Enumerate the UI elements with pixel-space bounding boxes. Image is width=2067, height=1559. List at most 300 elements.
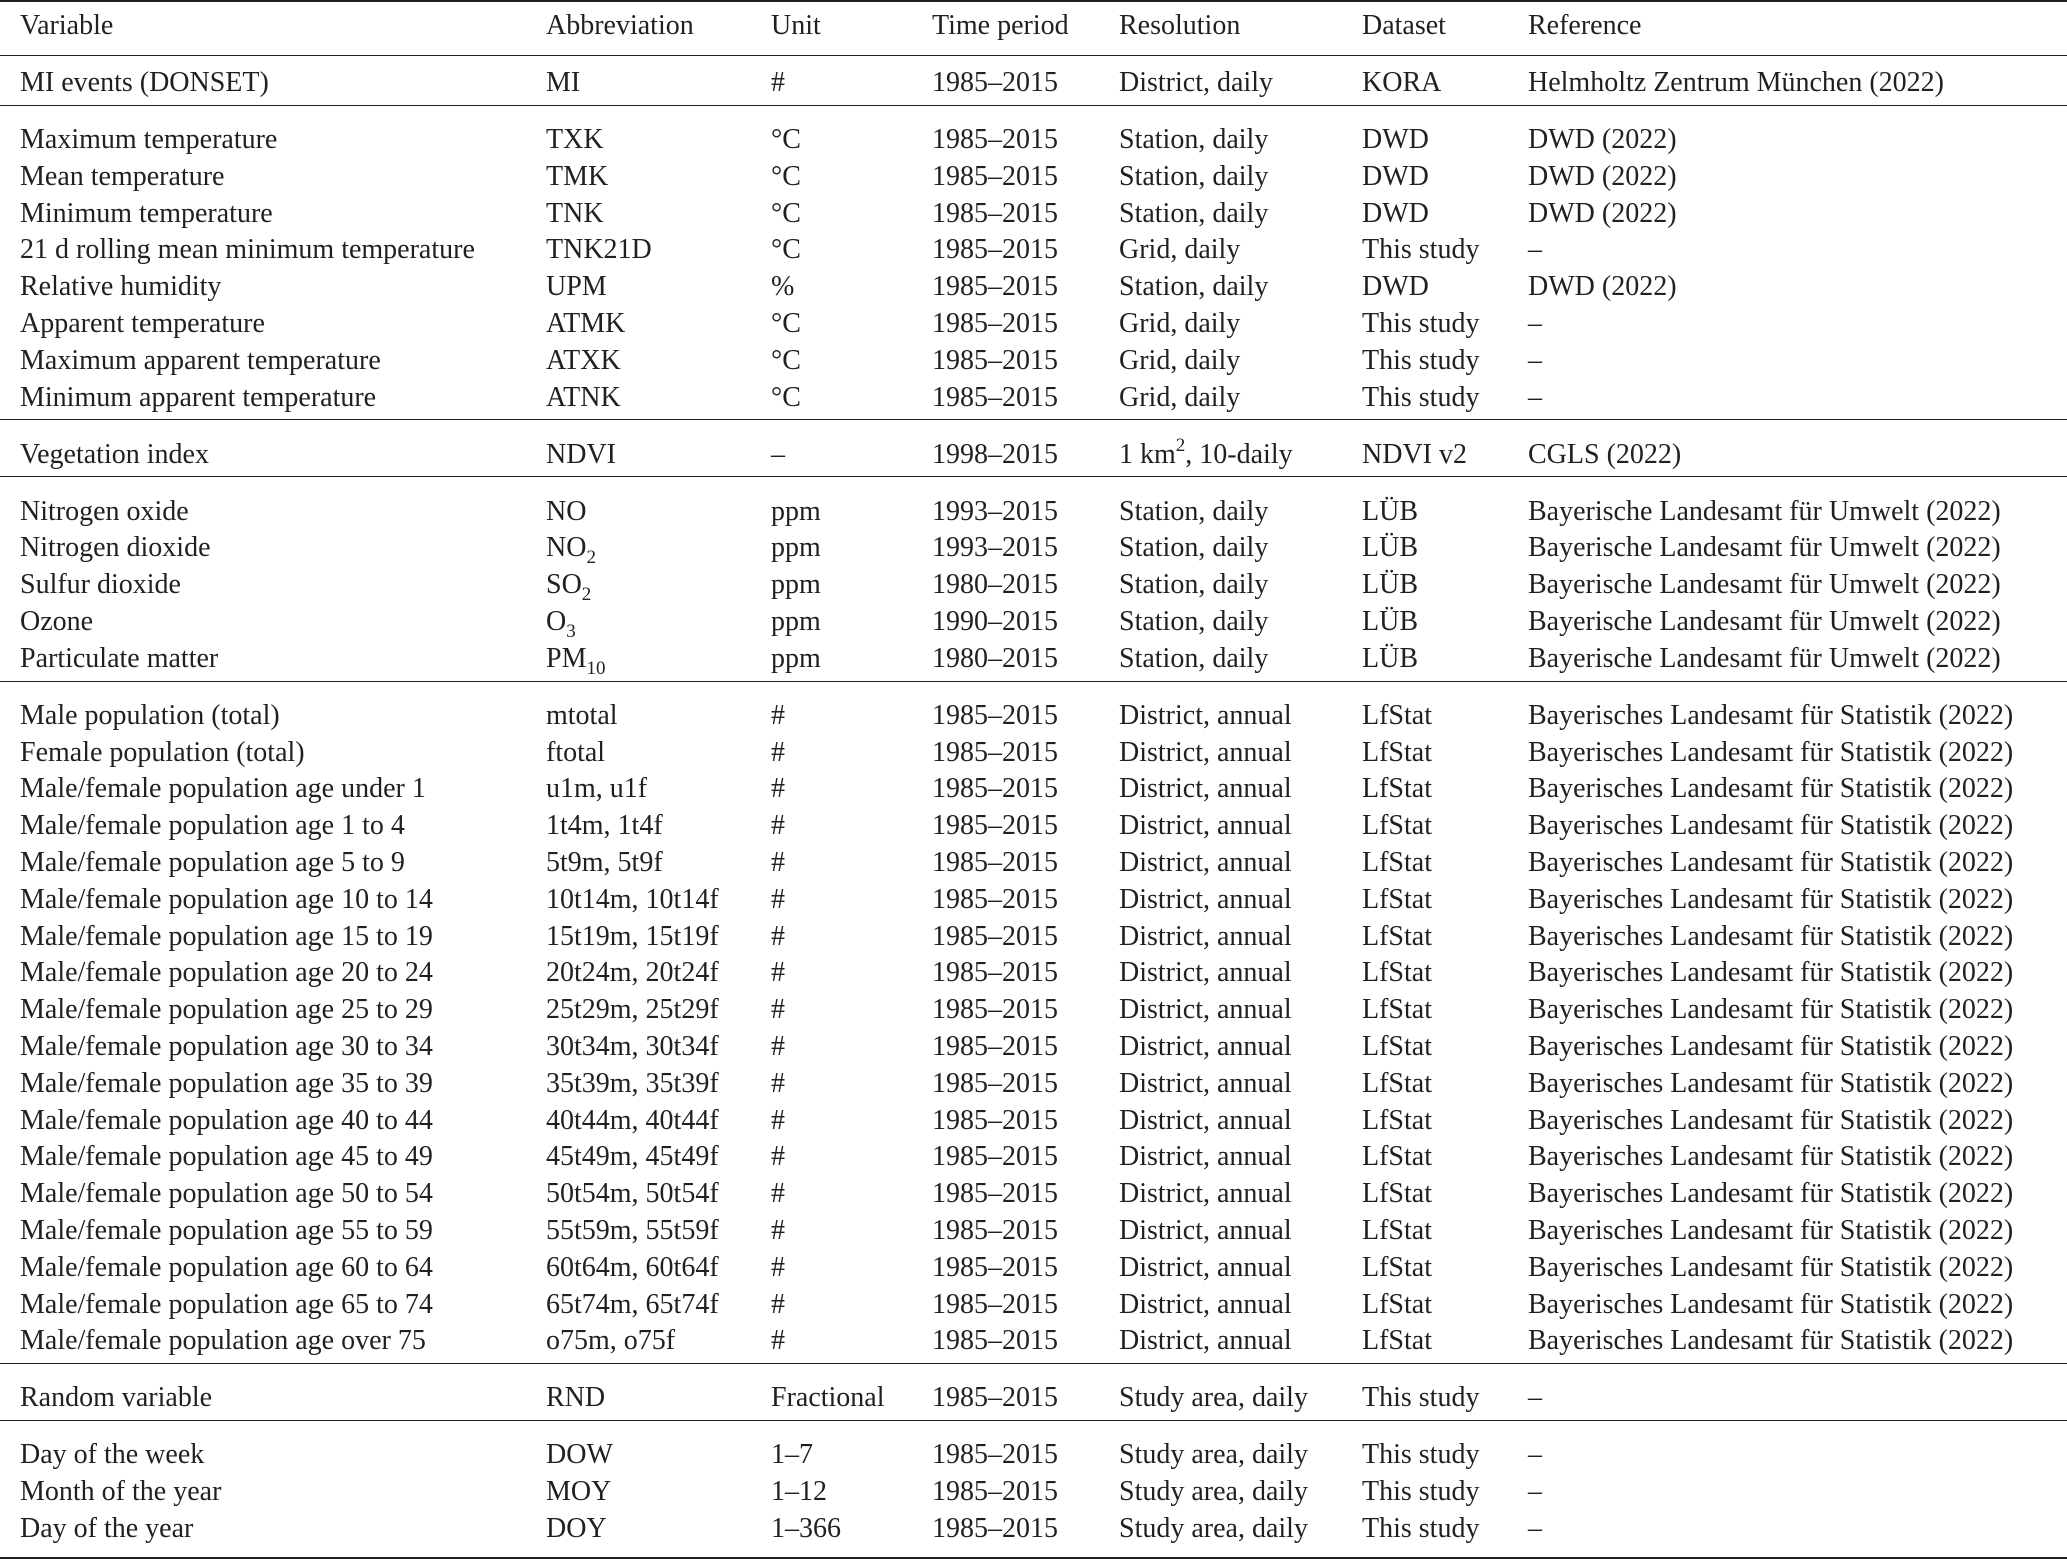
reference-cell: – [1528,234,1542,266]
abbreviation-cell: 5t9m, 5t9f [546,847,663,878]
table-row [0,380,2067,417]
reference-cell: – [1528,344,1542,376]
unit-cell: ppm [771,532,821,564]
group-separator-rule [0,1363,2067,1364]
variable-cell: Particulate matter [20,642,219,674]
resolution-cell: Study area, daily [1119,1513,1308,1544]
table-row [0,65,2067,102]
variable-cell: Random variable [20,1382,213,1414]
table-row [0,567,2067,604]
time-period-cell: 1985–2015 [932,160,1058,192]
abbreviation-cell: ftotal [546,736,606,768]
time-period-cell: 1985–2015 [932,847,1058,878]
time-period-cell: 1980–2015 [932,642,1058,674]
unit-cell: ppm [771,606,821,637]
abbreviation-cell: 35t39m, 35t39f [546,1067,719,1099]
subscript: 2 [581,584,592,606]
abbreviation-cell-text: O [546,606,567,637]
unit-cell: # [771,67,785,98]
variable-cell: Mean temperature [20,160,225,192]
header-abbreviation: Abbreviation [546,10,694,41]
unit-cell: # [771,1141,785,1173]
abbreviation-cell: ATNK [546,381,621,413]
abbreviation-cell: NO [546,495,587,527]
variable-cell: Male/female population age 1 to 4 [20,810,405,842]
unit-cell: # [771,1104,785,1136]
group-separator-rule [0,476,2067,477]
abbreviation-cell: RND [546,1382,606,1414]
unit-cell: °C [771,124,801,155]
dataset-cell: LfStat [1362,1251,1432,1283]
reference-cell: Bayerische Landesamt für Umwelt (2022) [1528,606,2001,637]
table-row [0,1103,2067,1140]
reference-cell: Bayerisches Landesamt für Statistik (2022) [1528,1215,2014,1246]
variable-cell: Male population (total) [20,699,280,731]
dataset-cell: LfStat [1362,1104,1432,1136]
dataset-cell: This study [1362,1382,1480,1414]
header-time-period: Time period [932,10,1069,41]
resolution-cell: District, annual [1119,699,1292,731]
dataset-cell: LfStat [1362,773,1432,805]
unit-cell: # [771,957,785,989]
unit-cell: °C [771,197,801,229]
resolution-cell: District, daily [1119,67,1273,98]
abbreviation-cell: 25t29m, 25t29f [546,994,719,1026]
time-period-cell: 1985–2015 [932,344,1058,376]
dataset-cell: LfStat [1362,920,1432,952]
unit-cell: ppm [771,569,821,601]
reference-cell: Bayerisches Landesamt für Statistik (2022) [1528,1067,2014,1099]
unit-cell: °C [771,234,801,266]
table-row [0,1176,2067,1213]
header-resolution: Resolution [1119,10,1241,41]
table-row [0,955,2067,992]
time-period-cell: 1985–2015 [932,736,1058,768]
dataset-cell: LÜB [1362,495,1418,527]
dataset-cell: LfStat [1362,1067,1432,1099]
abbreviation-cell: 15t19m, 15t19f [546,920,719,952]
dataset-cell: LÜB [1362,606,1418,637]
variable-cell: Male/female population age 40 to 44 [20,1104,433,1136]
resolution-cell: Station, daily [1119,569,1269,601]
header-unit: Unit [771,10,821,41]
reference-cell: – [1528,1513,1542,1544]
header-variable: Variable [20,10,114,41]
time-period-cell: 1985–2015 [932,920,1058,952]
unit-cell: # [771,736,785,768]
unit-cell: # [771,994,785,1026]
unit-cell: ppm [771,495,821,527]
resolution-cell: Station, daily [1119,124,1269,155]
group-separator-rule [0,1420,2067,1421]
abbreviation-cell: 55t59m, 55t59f [546,1215,719,1246]
abbreviation-cell: 45t49m, 45t49f [546,1141,719,1173]
resolution-cell: Study area, daily [1119,1476,1308,1508]
resolution-cell: District, annual [1119,736,1292,768]
unit-cell: °C [771,344,801,376]
dataset-cell: LfStat [1362,994,1432,1026]
reference-cell: Bayerisches Landesamt für Statistik (2022) [1528,699,2014,731]
variable-cell: Day of the year [20,1513,194,1544]
time-period-cell: 1985–2015 [932,1141,1058,1173]
dataset-cell: This study [1362,1439,1480,1471]
resolution-cell: District, annual [1119,920,1292,952]
table-row [0,1511,2067,1548]
table-row [0,1213,2067,1250]
unit-cell: # [771,847,785,878]
table-row [0,196,2067,233]
unit-cell: # [771,1325,785,1357]
abbreviation-cell: ATMK [546,308,626,339]
variable-cell: Male/female population age under 1 [20,773,426,805]
abbreviation-cell: TNK [546,197,604,229]
reference-cell: Bayerische Landesamt für Umwelt (2022) [1528,569,2001,601]
variable-cell: Maximum apparent temperature [20,344,381,376]
variable-cell: Maximum temperature [20,124,278,155]
time-period-cell: 1985–2015 [932,1104,1058,1136]
unit-cell: # [771,1288,785,1320]
subscript: 2 [586,547,596,569]
table-row [0,1437,2067,1474]
dataset-cell: LfStat [1362,699,1432,731]
resolution-cell: Station, daily [1119,495,1269,527]
abbreviation-cell: 60t64m, 60t64f [546,1251,719,1283]
variable-cell: Male/female population age 15 to 19 [20,920,433,952]
abbreviation-cell [546,567,591,604]
abbreviation-cell-text: SO [546,569,582,601]
unit-cell: # [771,699,785,731]
time-period-cell: 1985–2015 [932,197,1058,229]
unit-cell: # [771,773,785,805]
variable-cell: Minimum apparent temperature [20,381,377,413]
variable-cell: Day of the week [20,1439,205,1471]
resolution-cell: Station, daily [1119,271,1269,303]
time-period-cell: 1985–2015 [932,67,1058,98]
reference-cell: Helmholtz Zentrum München (2022) [1528,67,1945,98]
table-row [0,306,2067,343]
subscript: 3 [566,621,576,642]
abbreviation-cell: 20t24m, 20t24f [546,957,719,989]
abbreviation-cell [546,604,576,641]
table-row [0,1139,2067,1176]
dataset-cell: LfStat [1362,736,1432,768]
dataset-cell: LÜB [1362,642,1418,674]
variable-cell: Male/female population age 30 to 34 [20,1031,433,1062]
abbreviation-cell: DOY [546,1513,607,1544]
header-rule [0,55,2067,56]
table-row [0,343,2067,380]
unit-cell: # [771,1251,785,1283]
group-separator-rule [0,419,2067,420]
dataset-cell: LfStat [1362,957,1432,989]
time-period-cell: 1985–2015 [932,994,1058,1026]
abbreviation-cell: ATXK [546,344,621,376]
time-period-cell: 1985–2015 [932,1178,1058,1210]
resolution-cell: District, annual [1119,1067,1292,1099]
resolution-cell: Station, daily [1119,532,1269,564]
variable-cell: Vegetation index [20,438,209,470]
table-row [0,698,2067,735]
resolution-cell: Grid, daily [1119,234,1241,266]
variable-cell: Male/female population age over 75 [20,1325,426,1357]
time-period-cell: 1985–2015 [932,1382,1058,1414]
reference-cell: – [1528,308,1542,339]
abbreviation-cell: UPM [546,271,607,303]
time-period-cell: 1985–2015 [932,957,1058,989]
table-row [0,735,2067,772]
dataset-cell: LÜB [1362,569,1418,601]
dataset-cell: LfStat [1362,1325,1432,1357]
resolution-cell: Station, daily [1119,160,1269,192]
abbreviation-cell: u1m, u1f [546,773,648,805]
dataset-cell: LfStat [1362,1288,1432,1320]
reference-cell: Bayerisches Landesamt für Statistik (2022) [1528,1288,2014,1320]
table-row [0,494,2067,531]
unit-cell: °C [771,381,801,413]
variable-cell: Male/female population age 10 to 14 [20,883,433,915]
reference-cell: Bayerisches Landesamt für Statistik (2022) [1528,736,2014,768]
table-row [0,1323,2067,1360]
abbreviation-cell [546,641,605,678]
time-period-cell: 1980–2015 [932,569,1058,601]
resolution-cell: District, annual [1119,1325,1292,1357]
variable-cell: Male/female population age 35 to 39 [20,1067,433,1099]
table-header-row [0,8,2067,45]
variable-cell: Sulfur dioxide [20,569,181,601]
time-period-cell: 1985–2015 [932,234,1058,266]
resolution-cell: Grid, daily [1119,308,1241,339]
variable-cell: Male/female population age 20 to 24 [20,957,433,989]
time-period-cell: 1985–2015 [932,1215,1058,1246]
resolution-cell: District, annual [1119,1104,1292,1136]
header-reference: Reference [1528,10,1642,41]
abbreviation-cell: NDVI [546,438,616,470]
variable-cell: Minimum temperature [20,197,273,229]
resolution-cell: Station, daily [1119,606,1269,637]
time-period-cell: 1985–2015 [932,1251,1058,1283]
time-period-cell: 1993–2015 [932,532,1058,564]
variable-cell: Male/female population age 55 to 59 [20,1215,433,1246]
reference-cell: Bayerisches Landesamt für Statistik (2022) [1528,773,2014,805]
reference-cell: Bayerisches Landesamt für Statistik (2022) [1528,847,2014,878]
resolution-cell: Study area, daily [1119,1439,1308,1471]
dataset-cell: This study [1362,234,1480,266]
resolution-cell: Station, daily [1119,642,1269,674]
dataset-cell: DWD [1362,271,1429,303]
time-period-cell: 1985–2015 [932,1031,1058,1062]
reference-cell: – [1528,1382,1542,1414]
table-row [0,530,2067,567]
dataset-cell: DWD [1362,124,1429,155]
table-row [0,232,2067,269]
table-row [0,269,2067,306]
superscript: 2 [1175,434,1186,456]
reference-cell: Bayerisches Landesamt für Statistik (2022) [1528,1325,2014,1357]
reference-cell: Bayerische Landesamt für Umwelt (2022) [1528,532,2001,564]
unit-cell: # [771,1215,785,1246]
table-row [0,1066,2067,1103]
resolution-cell: District, annual [1119,1031,1292,1062]
resolution-cell: District, annual [1119,1215,1292,1246]
reference-cell: Bayerisches Landesamt für Statistik (2022) [1528,1141,2014,1173]
resolution-cell: District, annual [1119,957,1292,989]
variable-cell: Male/female population age 60 to 64 [20,1251,433,1283]
time-period-cell: 1985–2015 [932,1439,1058,1471]
table-row [0,159,2067,196]
resolution-cell: District, annual [1119,1141,1292,1173]
table-row [0,1474,2067,1511]
reference-cell: DWD (2022) [1528,197,1677,229]
dataset-cell: LfStat [1362,883,1432,915]
variable-cell: Female population (total) [20,736,305,768]
resolution-cell: Study area, daily [1119,1382,1308,1414]
dataset-cell: KORA [1362,67,1442,98]
table-row [0,604,2067,641]
dataset-cell: This study [1362,381,1480,413]
dataset-cell: This study [1362,308,1480,339]
dataset-cell: LfStat [1362,810,1432,842]
abbreviation-cell: o75m, o75f [546,1325,676,1357]
reference-cell: DWD (2022) [1528,271,1677,303]
resolution-cell: District, annual [1119,773,1292,805]
resolution-cell: Grid, daily [1119,381,1241,413]
reference-cell: Bayerisches Landesamt für Statistik (2022) [1528,994,2014,1026]
table-row [0,1029,2067,1066]
reference-cell: Bayerische Landesamt für Umwelt (2022) [1528,495,2001,527]
time-period-cell: 1998–2015 [932,438,1058,470]
time-period-cell: 1985–2015 [932,381,1058,413]
unit-cell: # [771,810,785,842]
table-row [0,919,2067,956]
unit-cell: °C [771,308,801,339]
unit-cell: °C [771,160,801,192]
table-row [0,434,2067,474]
dataset-cell: This study [1362,1476,1480,1508]
reference-cell: DWD (2022) [1528,160,1677,192]
variable-cell: Ozone [20,606,94,637]
dataset-cell: LfStat [1362,847,1432,878]
dataset-cell: LfStat [1362,1141,1432,1173]
dataset-cell: LfStat [1362,1031,1432,1062]
dataset-cell: This study [1362,1513,1480,1544]
variable-cell: Male/female population age 5 to 9 [20,847,405,878]
time-period-cell: 1985–2015 [932,883,1058,915]
abbreviation-cell: 30t34m, 30t34f [546,1031,719,1062]
table-row [0,1380,2067,1417]
table-row [0,641,2067,678]
time-period-cell: 1985–2015 [932,124,1058,155]
abbreviation-cell-text: PM [546,642,587,674]
time-period-cell: 1985–2015 [932,1513,1058,1544]
abbreviation-cell: 50t54m, 50t54f [546,1178,719,1210]
unit-cell: 1–12 [771,1476,827,1508]
table-row [0,1287,2067,1324]
resolution-cell: District, annual [1119,1288,1292,1320]
time-period-cell: 1985–2015 [932,1325,1058,1357]
dataset-cell: DWD [1362,197,1429,229]
unit-cell: Fractional [771,1382,885,1414]
time-period-cell: 1985–2015 [932,1288,1058,1320]
unit-cell: ppm [771,642,821,674]
reference-cell: Bayerische Landesamt für Umwelt (2022) [1528,642,2001,674]
unit-cell: % [771,271,795,303]
unit-cell: – [771,438,785,470]
resolution-cell [1119,434,1293,474]
reference-cell: Bayerisches Landesamt für Statistik (2022) [1528,1178,2014,1210]
variable-cell: Male/female population age 45 to 49 [20,1141,433,1173]
reference-cell: Bayerisches Landesamt für Statistik (2022) [1528,1104,2014,1136]
resolution-cell: District, annual [1119,847,1292,878]
abbreviation-cell: mtotal [546,699,618,731]
time-period-cell: 1985–2015 [932,699,1058,731]
time-period-cell: 1993–2015 [932,495,1058,527]
variable-cell: Nitrogen oxide [20,495,189,527]
variable-cell: 21 d rolling mean minimum temperature [20,234,475,266]
resolution-cell: District, annual [1119,810,1292,842]
group-separator-rule [0,681,2067,682]
dataset-cell: LÜB [1362,532,1418,564]
abbreviation-cell: 40t44m, 40t44f [546,1104,719,1136]
variable-cell: Male/female population age 65 to 74 [20,1288,433,1320]
unit-cell: # [771,920,785,952]
reference-cell: – [1528,1439,1542,1471]
reference-cell: Bayerisches Landesamt für Statistik (2022) [1528,920,2014,952]
reference-cell: Bayerisches Landesamt für Statistik (2022) [1528,1251,2014,1283]
time-period-cell: 1985–2015 [932,1476,1058,1508]
abbreviation-cell: 1t4m, 1t4f [546,810,663,842]
variable-cell: Month of the year [20,1476,222,1508]
table-row [0,845,2067,882]
unit-cell: # [771,1031,785,1062]
abbreviation-cell: TXK [546,124,604,155]
dataset-cell: NDVI v2 [1362,438,1467,470]
resolution-cell: Station, daily [1119,197,1269,229]
variable-cell: Apparent temperature [20,308,265,339]
unit-cell: 1–366 [771,1513,841,1544]
resolution-cell: District, annual [1119,994,1292,1026]
abbreviation-cell: 65t74m, 65t74f [546,1288,719,1320]
resolution-cell-text: 1 km [1119,438,1176,470]
table-row [0,882,2067,919]
dataset-cell: DWD [1362,160,1429,192]
unit-cell: # [771,883,785,915]
table-row [0,122,2067,159]
abbreviation-cell: 10t14m, 10t14f [546,883,719,915]
resolution-cell: District, annual [1119,1178,1292,1210]
reference-cell: Bayerisches Landesamt für Statistik (2022) [1528,1031,2014,1062]
variable-cell: MI events (DONSET) [20,67,269,98]
reference-cell: CGLS (2022) [1528,438,1682,470]
table-row [0,992,2067,1029]
abbreviation-cell: DOW [546,1439,613,1471]
variable-cell: Male/female population age 50 to 54 [20,1178,433,1210]
resolution-cell: District, annual [1119,883,1292,915]
dataset-cell: LfStat [1362,1178,1432,1210]
abbreviation-cell: MI [546,67,581,98]
variable-cell: Male/female population age 25 to 29 [20,994,433,1026]
time-period-cell: 1985–2015 [932,810,1058,842]
reference-cell: Bayerisches Landesamt für Statistik (2022) [1528,957,2014,989]
group-separator-rule [0,105,2067,106]
top-rule [0,0,2067,2]
dataset-cell: LfStat [1362,1215,1432,1246]
unit-cell: # [771,1178,785,1210]
variable-cell: Relative humidity [20,271,222,303]
header-dataset: Dataset [1362,10,1446,41]
table-row [0,808,2067,845]
abbreviation-cell: TMK [546,160,609,192]
reference-cell: – [1528,1476,1542,1508]
